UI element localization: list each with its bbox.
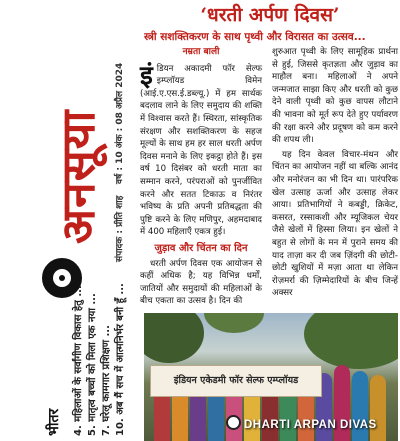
section-heading: जुड़ाव और चिंतन का दिन [154, 242, 248, 254]
right-paragraph-2: यह दिन केवल विचार-मंथन और चिंतन का आयोजन नहीं था बल्कि आनंद और मनोरंजन का भी दिन था। पारंपरिक खेल उत्साह ऊर्जा और उत्साह लेकर आया। प्रतिभागियों ने कबड्डी, क्रिकेट, कसरत, रस्साकशी और म्यूजिकल चेयर जैसे खेलों में हिस्सा लिया। इन खेलों ने बहुत से लोगों के मन में पुराने समय की याद ताज़ा कर दी जब ज़िंदगी की छोटी-छोटी खुशियों में मज़ा आता था लेकिन रोज़मर्रा की ज़िम्मेदारियों के बीच जिन्हें अक्सर [272, 149, 398, 299]
photo-caption [226, 415, 396, 431]
article-byline: नम्रता बाली [182, 47, 220, 57]
left-paragraph-2: धरती अर्पण दिवस एक आयोजन से कहीं अधिक है; यह विभिन्न धर्मों, जातियों और समुदायों की महिलाओं के बीच एकता का उत्सव है। दिन की [140, 258, 262, 307]
toc-item[interactable]: 7. घरेलू कामगार प्रशिक्षण ... [101, 325, 112, 436]
article-headline: ‘धरती अर्पण दिवस’ [200, 4, 340, 26]
article [140, 0, 400, 441]
issue-info: वर्ष : 10 अंक : 08 अप्रैल 2024 [115, 62, 125, 184]
article-column-right [272, 46, 398, 302]
right-paragraph-1: शुरुआत पृथ्वी के लिए सामूहिक प्रार्थना से हुई, जिससे कृतज्ञता और जुड़ाव का माहौल बना। महिलाओं ने अपने जन्मजात साझा किए और धरती को कुछ देने वाली पृथ्वी को कुछ वापस लौटाने की भावना को मूर्त रूप देते हुए पर्यावरण की रक्षा करने और प्रदूषण को कम करने की शपथ ली। [272, 47, 398, 146]
left-paragraph-1 [140, 60, 262, 239]
toc-item[interactable]: 4. महिलाओं के सर्वांगीण विकास हेतु ... [73, 285, 84, 436]
toc-item[interactable]: 5. मातृत्व बच्चों को मिला एक नया ... [87, 293, 98, 436]
photo-caption-text: DHARTI ARPAN DIVAS [244, 419, 377, 431]
left-paragraph-1-text: डियन अकादमी फॉर सेल्फ इम्प्लॉयड विमेन (आई.ए.एस.ई.डब्ल्यू.) में हम सार्थक बदलाव लाने के लिए समुदाय की शक्ति में विश्वास करते हैं। स्थिरता, सांस्कृतिक संरक्षण और सशक्तिकरण के सहज मूल्यों के साथ हम हर साल धरती अर्पण दिवस मनाने के लिए इकट्ठा होते हैं। इस वर्ष 10 दिसंबर को धरती माता का सम्मान करने, परंपराओं को पुनर्जीवित करने और सतत टिकाऊ व निरंतर भविष्य के प्रति अपनी प्रतिबद्धता की पुष्टि करने के लिए मणिपुर, अहमदाबाद में 400 महिलाएँ एकत्र हुई। [140, 63, 262, 238]
dropcap: इं [140, 60, 153, 91]
article-column-left [140, 46, 262, 310]
photo-banner: इंडियन एकेडमी फॉर सेल्फ एम्प्लॉयड [150, 365, 322, 397]
toc-item[interactable]: 10. अब मैं सच में आत्मनिर्भर बनी हूँ ... [115, 283, 126, 436]
emblem-icon [226, 415, 241, 430]
masthead-strip [0, 0, 140, 441]
masthead-title: अनसूया [51, 109, 105, 244]
article-subhead: स्त्री सशक्तिकरण के साथ पृथ्वी और विरासत का उत्सव... [144, 31, 366, 43]
editor-credit: संपादक : प्रीति शाह [115, 195, 125, 262]
event-photo [144, 313, 398, 441]
toc-heading: भीतर [46, 408, 62, 436]
